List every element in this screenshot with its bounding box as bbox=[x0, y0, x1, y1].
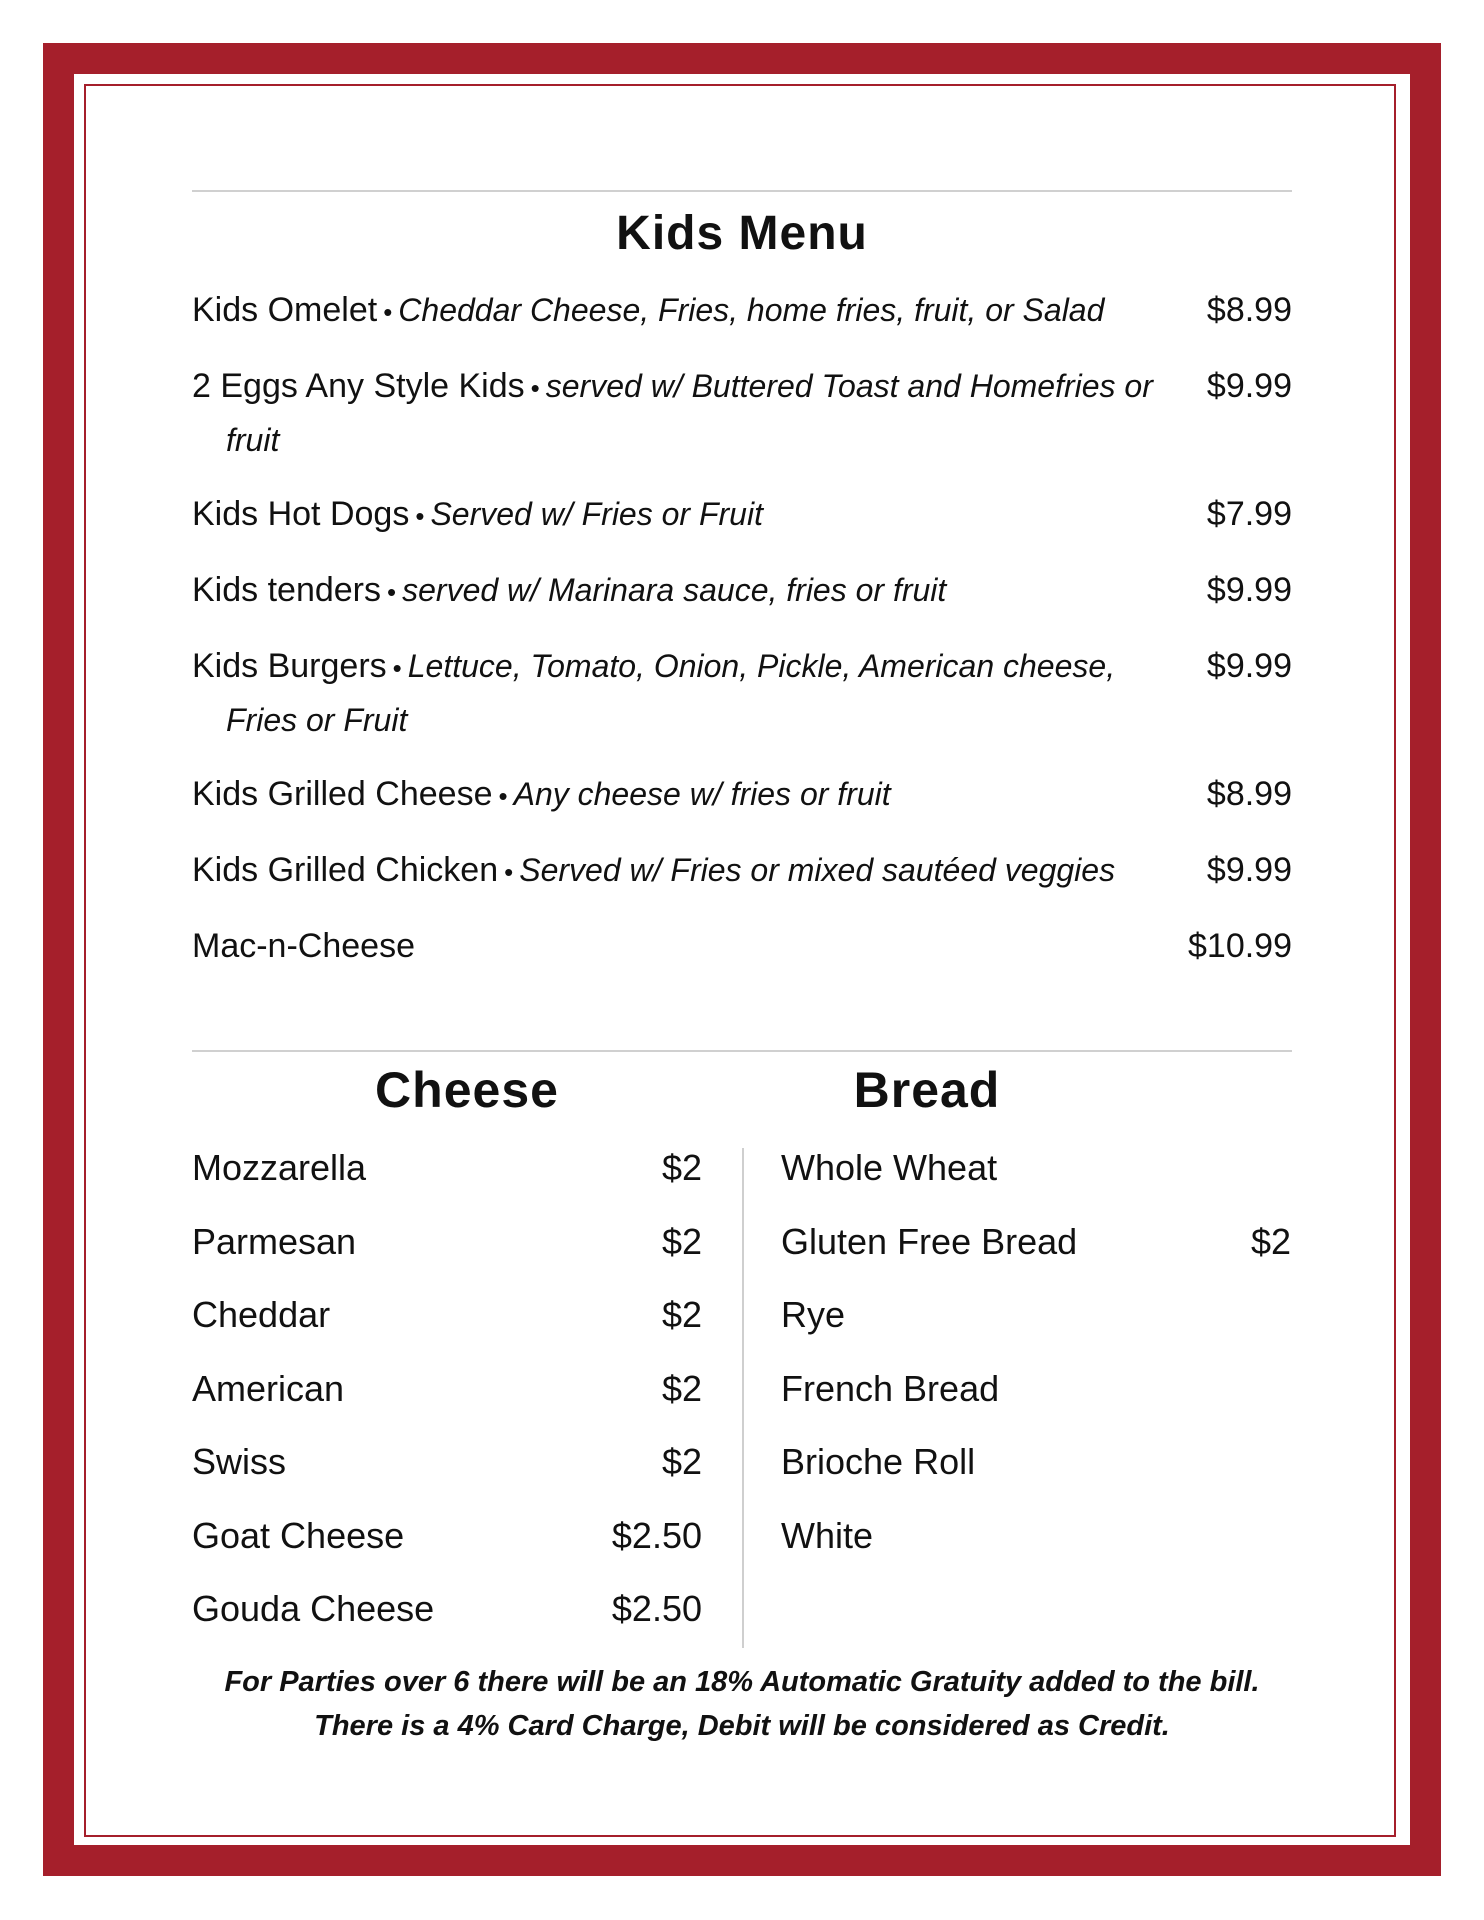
menu-item-price: $9.99 bbox=[1206, 367, 1292, 405]
menu-item-description: Lettuce, Tomato, Onion, Pickle, American cheese, Fries or Fruit bbox=[226, 648, 1116, 738]
menu-item bbox=[192, 768, 1292, 822]
bread-item bbox=[781, 1367, 1291, 1411]
menu-item-text bbox=[192, 284, 1175, 338]
menu-item bbox=[192, 488, 1292, 542]
top-divider bbox=[192, 190, 1292, 192]
menu-item-name: Mac-n-Cheese bbox=[192, 927, 415, 965]
menu-item-description: served w/ Buttered Toast and Homefries or fruit bbox=[226, 368, 1153, 458]
bullet-separator: • bbox=[504, 857, 514, 887]
menu-item-description: served w/ Marinara sauce, fries or fruit bbox=[402, 572, 947, 608]
cheese-item bbox=[192, 1587, 702, 1631]
sides-section bbox=[192, 1050, 1292, 1661]
menu-item-price: $9.99 bbox=[1206, 647, 1292, 685]
menu-item-text bbox=[192, 360, 1175, 466]
bread-item-name: White bbox=[781, 1514, 874, 1556]
menu-item-text bbox=[192, 640, 1175, 746]
cheese-item-price: $2 bbox=[661, 1367, 702, 1409]
bullet-separator: • bbox=[392, 653, 402, 683]
menu-item-price: $9.99 bbox=[1206, 851, 1292, 889]
menu-item-name: Kids Grilled Cheese bbox=[192, 775, 493, 813]
kids-menu-list bbox=[192, 284, 1292, 972]
cheese-item-name: Gouda Cheese bbox=[192, 1588, 435, 1629]
sides-headings bbox=[192, 1060, 1292, 1120]
cheese-title: Cheese bbox=[375, 1062, 559, 1118]
policy-note bbox=[192, 1660, 1292, 1748]
cheese-item-price: $2.50 bbox=[611, 1588, 702, 1629]
menu-content bbox=[192, 190, 1292, 1742]
bread-item-price: $2 bbox=[1250, 1220, 1291, 1262]
cheese-item bbox=[192, 1220, 702, 1264]
menu-item-name: Kids Omelet bbox=[192, 291, 378, 329]
bread-title: Bread bbox=[853, 1062, 1001, 1118]
bread-item bbox=[781, 1440, 1291, 1484]
menu-item-description: Any cheese w/ fries or fruit bbox=[513, 776, 891, 812]
cheese-item-name: Swiss bbox=[192, 1441, 287, 1482]
cheese-item-name: Goat Cheese bbox=[192, 1514, 405, 1556]
cheese-item-price: $2 bbox=[661, 1441, 702, 1482]
menu-item-text bbox=[192, 768, 1175, 822]
menu-item-name: Kids Hot Dogs bbox=[192, 495, 410, 533]
cheese-item-name: American bbox=[192, 1367, 345, 1409]
bread-item-name: French Bread bbox=[781, 1367, 1000, 1409]
menu-item-price: $10.99 bbox=[1188, 927, 1292, 965]
cheese-item-price: $2.50 bbox=[611, 1514, 702, 1556]
cheese-item-price: $2 bbox=[661, 1147, 702, 1188]
menu-item bbox=[192, 360, 1292, 466]
cheese-item bbox=[192, 1293, 702, 1337]
cheese-list bbox=[192, 1146, 702, 1661]
sides-columns bbox=[192, 1146, 1292, 1661]
cheese-item bbox=[192, 1440, 702, 1484]
menu-item-text bbox=[192, 564, 1175, 618]
cheese-item bbox=[192, 1146, 702, 1190]
menu-item-description: Served w/ Fries or mixed sautéed veggies bbox=[519, 852, 1116, 888]
bullet-separator: • bbox=[530, 373, 540, 403]
bread-item-name: Brioche Roll bbox=[781, 1441, 976, 1482]
bread-item-name: Gluten Free Bread bbox=[781, 1220, 1078, 1262]
cheese-item-name: Cheddar bbox=[192, 1294, 331, 1335]
bread-item-name: Rye bbox=[781, 1294, 846, 1335]
card-charge-note: There is a 4% Card Charge, Debit will be considered as Credit. bbox=[314, 1710, 1170, 1742]
menu-item-text bbox=[192, 920, 1175, 972]
menu-item-price: $8.99 bbox=[1206, 775, 1292, 813]
menu-item bbox=[192, 284, 1292, 338]
cheese-item bbox=[192, 1367, 702, 1411]
menu-item-text bbox=[192, 844, 1175, 898]
gratuity-note: For Parties over 6 there will be an 18% Automatic Gratuity added to the bill. bbox=[224, 1666, 1260, 1698]
menu-item-name: Kids Burgers bbox=[192, 647, 387, 685]
cheese-item-name: Mozzarella bbox=[192, 1147, 367, 1188]
menu-item-name: Kids Grilled Chicken bbox=[192, 851, 499, 889]
bread-item bbox=[781, 1293, 1291, 1337]
menu-item-price: $7.99 bbox=[1206, 495, 1292, 533]
menu-item-name: 2 Eggs Any Style Kids bbox=[192, 367, 525, 405]
menu-item-price: $9.99 bbox=[1206, 571, 1292, 609]
menu-item bbox=[192, 844, 1292, 898]
cheese-item-price: $2 bbox=[661, 1220, 702, 1262]
bullet-separator: • bbox=[383, 297, 393, 327]
cheese-item bbox=[192, 1514, 702, 1558]
menu-item-description: Cheddar Cheese, Fries, home fries, fruit, or Salad bbox=[398, 292, 1105, 328]
bread-item bbox=[781, 1514, 1291, 1558]
menu-item-text bbox=[192, 488, 1175, 542]
cheese-item-price: $2 bbox=[661, 1294, 702, 1335]
bread-list bbox=[781, 1146, 1291, 1661]
column-divider bbox=[742, 1148, 744, 1648]
kids-menu-title: Kids Menu bbox=[616, 207, 868, 260]
menu-item bbox=[192, 920, 1292, 972]
bread-item-name: Whole Wheat bbox=[781, 1147, 998, 1188]
bread-item bbox=[781, 1220, 1291, 1264]
bullet-separator: • bbox=[387, 577, 397, 607]
bullet-separator: • bbox=[415, 501, 425, 531]
menu-item bbox=[192, 564, 1292, 618]
middle-divider bbox=[192, 1050, 1292, 1052]
menu-item-name: Kids tenders bbox=[192, 571, 381, 609]
menu-item-price: $8.99 bbox=[1206, 291, 1292, 329]
bread-item bbox=[781, 1146, 1291, 1190]
menu-item-description: Served w/ Fries or Fruit bbox=[430, 496, 763, 532]
bullet-separator: • bbox=[498, 781, 508, 811]
menu-item bbox=[192, 640, 1292, 746]
cheese-item-name: Parmesan bbox=[192, 1220, 357, 1262]
